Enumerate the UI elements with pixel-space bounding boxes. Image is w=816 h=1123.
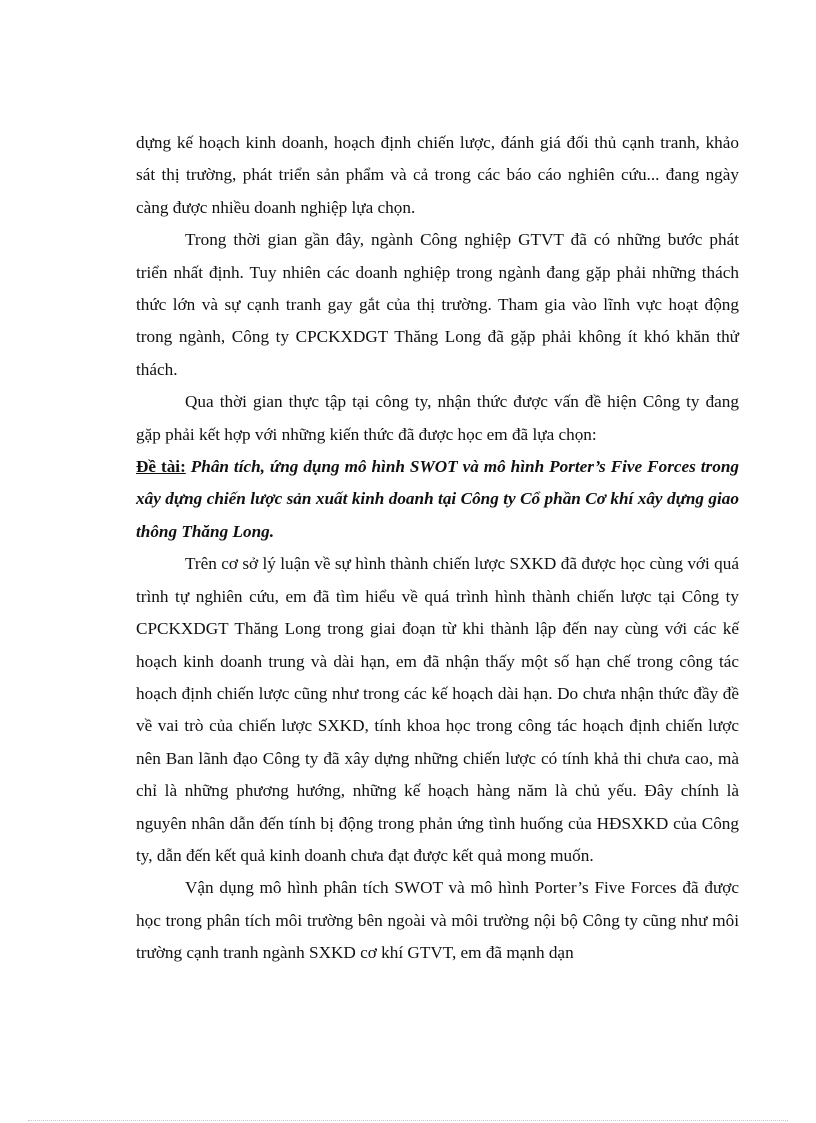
topic-title: Phân tích, ứng dụng mô hình SWOT và mô hình Porter’s Five Forces trong xây dựng chiến lược sản xuất kinh doanh tại Công ty Cổ phần Cơ khí xây dựng giao thông Thăng Long. (136, 457, 739, 541)
topic-heading (136, 451, 739, 548)
paragraph-continuation: dựng kế hoạch kinh doanh, hoạch định chiến lược, đánh giá đối thủ cạnh tranh, khảo sát thị trường, phát triển sản phẩm và cả trong các báo cáo nghiên cứu... đang ngày càng được nhiều doanh nghiệp lựa chọn. (136, 133, 739, 217)
paragraph-industry-context: Trong thời gian gần đây, ngành Công nghiệp GTVT đã có những bước phát triển nhất định. Tuy nhiên các doanh nghiệp trong ngành đang gặp phải những thách thức lớn và sự cạnh tranh gay gắt của thị trường. Tham gia vào lĩnh vực hoạt động trong ngành, Công ty CPCKXDGT Thăng Long đã gặp phải không ít khó khăn thử thách. (136, 230, 739, 379)
page-bottom-divider (28, 1120, 788, 1121)
topic-label: Đề tài: (136, 457, 186, 477)
document-page (136, 127, 739, 970)
paragraph-internship: Qua thời gian thực tập tại công ty, nhận thức được vấn đề hiện Công ty đang gặp phải kết hợp với những kiến thức đã được học em đã lựa chọn: (136, 392, 739, 444)
paragraph-model-application: Vận dụng mô hình phân tích SWOT và mô hình Porter’s Five Forces đã được học trong phân tích môi trường bên ngoài và môi trường nội bộ Công ty cũng như môi trường cạnh tranh ngành SXKD cơ khí GTVT, em đã mạnh dạn (136, 878, 739, 963)
paragraph-strategy-analysis: Trên cơ sở lý luận về sự hình thành chiến lược SXKD đã được học cùng với quá trình tự nghiên cứu, em đã tìm hiểu về quá trình hình thành chiến lược tại Công ty CPCKXDGT Thăng Long trong giai đoạn từ khi thành lập đến nay cùng với các kế hoạch kinh doanh trung và dài hạn, em đã nhận thấy một số hạn chế trong công tác hoạch định chiến lược cũng như trong các kế hoạch dài hạn. Do chưa nhận thức đầy đề về vai trò của chiến lược SXKD, tính khoa học trong công tác hoạch định chiến lược nên Ban lãnh đạo Công ty đã xây dựng những chiến lược có tính khả thi chưa cao, mà chỉ là những phương hướng, những kế hoạch hàng năm là chủ yếu. Đây chính là nguyên nhân dẫn đến tính bị động trong phản ứng tình huống của HĐSXKD của Công ty, dẫn đến kết quả kinh doanh chưa đạt được kết quả mong muốn. (136, 554, 739, 865)
